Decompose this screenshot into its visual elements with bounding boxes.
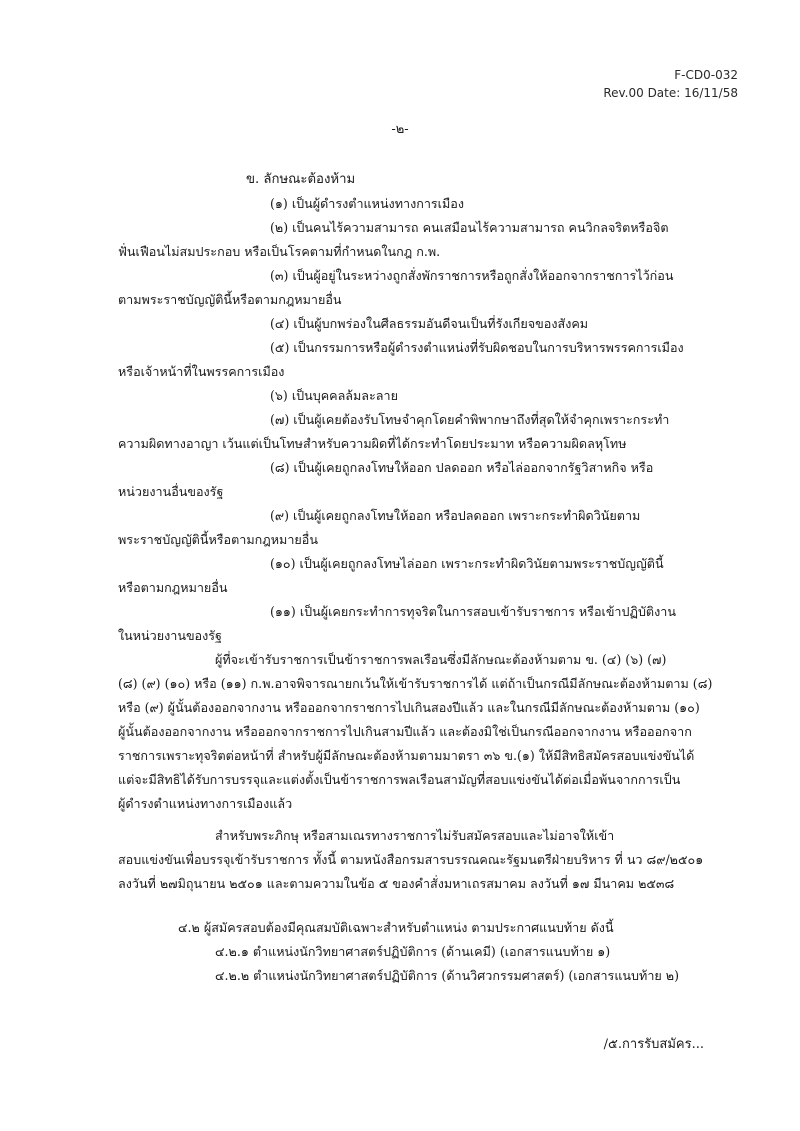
- body-line: แต่จะมีสิทธิได้รับการบรรจุและแต่งตั้งเป็นข้าราชการพลเรือนสามัญที่สอบแข่งขันได้ต่อเมื่อพ้นจากการเป็น: [118, 772, 681, 787]
- body-line: พระราชบัญญัตินี้หรือตามกฎหมายอื่น: [118, 532, 318, 547]
- body-line: (๕) เป็นกรรมการหรือผู้ดำรงตำแหน่งที่รับผิดชอบในการบริหารพรรคการเมือง: [270, 340, 684, 355]
- body-line: (๘) (๙) (๑๐) หรือ (๑๑) ก.พ.อาจพิจารณายกเว้นให้เข้ารับราชการได้ แต่ถ้าเป็นกรณีมีลักษณะต้องห้ามตาม (๘): [118, 676, 713, 691]
- body-line: (๙) เป็นผู้เคยถูกลงโทษให้ออก หรือปลดออก เพราะกระทำผิดวินัยตาม: [270, 508, 641, 523]
- body-line: (๘) เป็นผู้เคยถูกลงโทษให้ออก ปลดออก หรือไล่ออกจากรัฐวิสาหกิจ หรือ: [270, 460, 654, 475]
- body-line: หรือตามกฎหมายอื่น: [118, 580, 228, 595]
- body-line: สำหรับพระภิกษุ หรือสามเณรทางราชการไม่รับสมัครสอบและไม่อาจให้เข้า: [215, 828, 615, 843]
- body-line: (๗) เป็นผู้เคยต้องรับโทษจำคุกโดยคำพิพากษาถึงที่สุดให้จำคุกเพราะกระทำ: [270, 412, 670, 427]
- body-line: หรือ (๙) ผู้นั้นต้องออกจากงาน หรือออกจากราชการไปเกินสองปีแล้ว และในกรณีมีลักษณะต้องห้ามตาม (๑๐): [118, 700, 700, 715]
- body-line: ลงวันที่ ๒๗มิถุนายน ๒๕๐๑ และตามความในข้อ ๕ ของคำสั่งมหาเถรสมาคม ลงวันที่ ๑๗ มีนาคม ๒๕๓๘: [118, 876, 675, 891]
- body-line: ๔.๒ ผู้สมัครสอบต้องมีคุณสมบัติเฉพาะสำหรับตำแหน่ง ตามประกาศแนบท้าย ดังนี้: [178, 920, 614, 935]
- body-line: ๔.๒.๒ ตำแหน่งนักวิทยาศาสตร์ปฏิบัติการ (ด้านวิศวกรรมศาสตร์) (เอกสารแนบท้าย ๒): [215, 968, 680, 983]
- body-line: ผู้ที่จะเข้ารับราชการเป็นข้าราชการพลเรือนซึ่งมีลักษณะต้องห้ามตาม ข. (๔) (๖) (๗): [215, 652, 667, 667]
- document-code-block: [603, 66, 738, 102]
- body-line: ราชการเพราะทุจริตต่อหน้าที่ สำหรับผู้มีลักษณะต้องห้ามตามมาตรา ๓๖ ข.(๑) ให้มีสิทธิสมัครสอบแข่งขันได้: [118, 748, 695, 763]
- body-line: (๖) เป็นบุคคลล้มละลาย: [270, 388, 398, 403]
- body-line: หน่วยงานอื่นของรัฐ: [118, 484, 224, 499]
- body-line: ฟั่นเฟือนไม่สมประกอบ หรือเป็นโรคตามที่กำหนดในกฎ ก.พ.: [118, 244, 441, 259]
- body-line: ความผิดทางอาญา เว้นแต่เป็นโทษสำหรับความผิดที่ได้กระทำโดยประมาท หรือความผิดลหุโทษ: [118, 436, 627, 451]
- continuation-marker: /๕.การรับสมัคร...: [603, 1037, 704, 1052]
- body-line: (๑๑) เป็นผู้เคยกระทำการทุจริตในการสอบเข้ารับราชการ หรือเข้าปฏิบัติงาน: [270, 604, 676, 619]
- body-line: (๔) เป็นผู้บกพร่องในศีลธรรมอันดีจนเป็นที่รังเกียจของสังคม: [270, 316, 589, 331]
- body-line: ๔.๒.๑ ตำแหน่งนักวิทยาศาสตร์ปฏิบัติการ (ด้านเคมี) (เอกสารแนบท้าย ๑): [215, 944, 611, 959]
- body-line: (๑๐) เป็นผู้เคยถูกลงโทษไล่ออก เพราะกระทำผิดวินัยตามพระราชบัญญัตินี้: [270, 556, 664, 571]
- body-line: ผู้ดำรงตำแหน่งทางการเมืองแล้ว: [118, 796, 293, 811]
- body-line: สอบแข่งขันเพื่อบรรจุเข้ารับราชการ ทั้งนี้ ตามหนังสือกรมสารบรรณคณะรัฐมนตรีฝ่ายบริหาร ที่ นว ๘๙/๒๕๐๑: [118, 852, 704, 867]
- body-line: หรือเจ้าหน้าที่ในพรรคการเมือง: [118, 364, 285, 379]
- page-number: -๒-: [391, 122, 409, 137]
- body-line: ตามพระราชบัญญัตินี้หรือตามกฎหมายอื่น: [118, 292, 342, 307]
- form-code: F-CD0-032: [674, 68, 738, 82]
- revision-date: Rev.00 Date: 16/11/58: [603, 86, 738, 100]
- body-line: (๓) เป็นผู้อยู่ในระหว่างถูกสั่งพักราชการหรือถูกสั่งให้ออกจากราชการไว้ก่อน: [270, 268, 674, 283]
- body-line: (๑) เป็นผู้ดำรงตำแหน่งทางการเมือง: [270, 196, 465, 211]
- body-line: ในหน่วยงานของรัฐ: [118, 628, 222, 643]
- body-line: (๒) เป็นคนไร้ความสามารถ คนเสมือนไร้ความสามารถ คนวิกลจริตหรือจิต: [270, 220, 669, 235]
- section-heading: ข. ลักษณะต้องห้าม: [246, 172, 356, 187]
- body-line: ผู้นั้นต้องออกจากงาน หรือออกจากราชการไปเกินสามปีแล้ว และต้องมิใช่เป็นกรณีออกจากงาน หรือออกจาก: [118, 724, 692, 739]
